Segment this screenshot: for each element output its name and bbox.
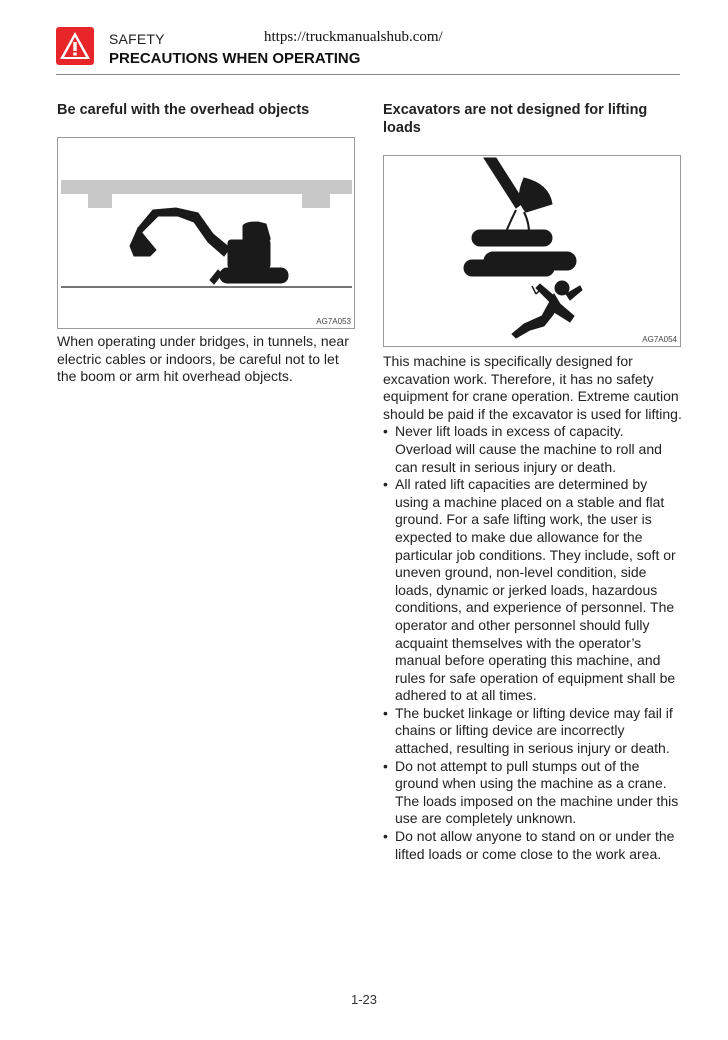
section-label: SAFETY bbox=[109, 31, 165, 47]
right-intro: This machine is specifically designed for excavation work. Therefore, it has no safety equipment for crane operation. Extreme caution should be paid if the excavator is used for lifting. bbox=[383, 353, 682, 422]
list-item: • Do not attempt to pull stumps out of the ground when using the machine as a crane. The loads imposed on the machine under this use are completely unknown. bbox=[383, 758, 683, 828]
right-heading: Excavators are not designed for lifting loads bbox=[383, 102, 648, 136]
figure-code: AG7A053 bbox=[316, 317, 351, 326]
right-column bbox=[383, 101, 683, 863]
page-title: PRECAUTIONS WHEN OPERATING bbox=[109, 50, 361, 67]
page-number: 1-23 bbox=[350, 992, 378, 1007]
list-item: • Do not allow anyone to stand on or under the lifted loads or come close to the work area. bbox=[383, 828, 683, 863]
left-body: When operating under bridges, in tunnels, near electric cables or indoors, be careful not to let the boom or arm hit overhead objects. bbox=[57, 333, 349, 385]
left-heading: Be careful with the overhead objects bbox=[57, 102, 310, 118]
excavator-under-beam-illustration bbox=[58, 138, 354, 328]
figure-code: AG7A054 bbox=[642, 335, 677, 344]
list-item: • All rated lift capacities are determined by using a machine placed on a stable and flat ground. For a safe lifting work, the user is expected to make due allowance for the particular job conditions. They include, soft or uneven ground, non-level condition, side loads, dynamic or jerked loads, hazardous conditions, and experience of personnel. The operator and other personnel should fully acquaint themselves with the operator’s manual before operating this machine, and rules for safe operation of equipment shall be adhered to at all times. bbox=[383, 476, 683, 705]
left-column bbox=[57, 101, 357, 386]
list-item: • Never lift loads in excess of capacity. Overload will cause the machine to roll and can result in serious injury or death. bbox=[383, 423, 683, 476]
overhead-objects-figure bbox=[57, 137, 355, 329]
list-item: • The bucket linkage or lifting device may fail if chains or lifting device are incorrectly attached, resulting in serious injury or death. bbox=[383, 705, 683, 758]
header-divider bbox=[56, 74, 680, 75]
lifting-loads-figure bbox=[383, 155, 681, 347]
safety-bullet-list bbox=[383, 423, 683, 863]
warning-icon bbox=[56, 27, 94, 65]
falling-pipes-illustration bbox=[384, 156, 680, 346]
source-url[interactable]: https://truckmanualshub.com/ bbox=[264, 29, 443, 45]
